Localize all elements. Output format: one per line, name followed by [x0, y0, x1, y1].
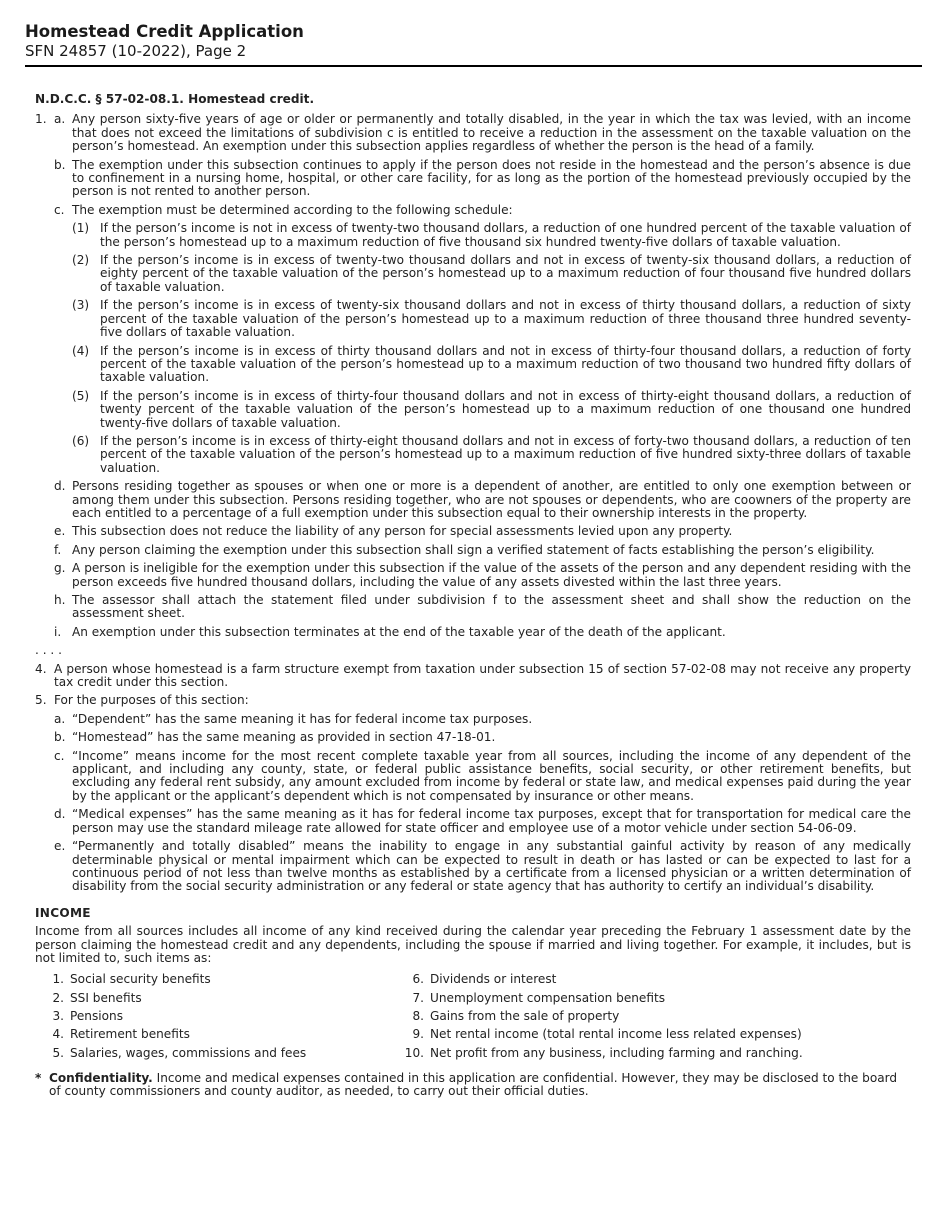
item-text: A person is ineligible for the exemption under this subsection if the value of the assets of the person and any dependent residing with the person exceeds five hundred thousand dollars, including the value of any assets divested within the last three years.: [72, 561, 911, 589]
income-item-text: Net rental income (total rental income less related expenses): [430, 1027, 802, 1042]
income-item: [401, 989, 803, 1007]
section-1-item-g: [35, 562, 911, 589]
section-1-item-e: [35, 525, 911, 538]
income-item-number: 9.: [412, 1027, 424, 1042]
item-text: Any person claiming the exemption under this subsection shall sign a verified statement of facts establishing the person’s eligibility.: [72, 542, 875, 557]
schedule-text: If the person’s income is in excess of thirty-four thousand dollars and not in excess of thirty-eight thousand dollars, a reduction of twenty percent of the taxable valuation of the person’s homestead up to a maximum reduction of one thousand one hundred twenty-five dollars of taxable valuation.: [100, 388, 911, 430]
item-label: h.: [54, 593, 66, 607]
item-label: a.: [54, 711, 66, 726]
section-5-item-a: [35, 713, 911, 726]
income-item: [401, 970, 803, 988]
schedule-label: (6): [72, 433, 90, 448]
document-body: [35, 93, 911, 1099]
asterisk-marker: *: [35, 1070, 42, 1085]
income-item-text: Social security benefits: [70, 972, 211, 987]
income-item-number: 4.: [52, 1027, 64, 1042]
item-text: Persons residing together as spouses or when one or more is a dependent of another, are entitled to only one exemption between or among them under this subsection. Persons residing together, who are not spouses or dependents, who are coowners of the property are each entitled to a percentage of a full exemption under this subsection equal to their ownership interests in the property.: [72, 479, 911, 520]
statute-title: N.D.C.C. § 57-02-08.1. Homestead credit.: [35, 92, 315, 106]
income-item-text: Net profit from any business, including farming and ranching.: [430, 1045, 803, 1060]
item-text: The exemption must be determined according to the following schedule:: [72, 202, 513, 217]
schedule-item-4: [35, 345, 911, 385]
income-item-text: Dividends or interest: [430, 972, 557, 987]
income-item: [41, 1025, 401, 1043]
item-label: e.: [54, 839, 66, 854]
income-item-text: Salaries, wages, commissions and fees: [70, 1045, 307, 1060]
item-label: c.: [54, 202, 65, 217]
income-item-text: Unemployment compensation benefits: [430, 990, 666, 1005]
income-item-text: Pensions: [70, 1008, 123, 1023]
item-text: “Income” means income for the most recent complete taxable year from all sources, including the income of any dependent of the applicant, and including any county, state, or federal public assistance benefits, social security, or other retirement benefits, but excluding any federal rent subsidy, any amount excluded from income by federal or state law, and medical expenses paid during the year by the applicant or the applicant’s dependent which is not compensated by insurance or other means.: [72, 748, 911, 803]
item-label: f.: [54, 542, 62, 557]
item-label: c.: [54, 748, 65, 763]
income-item-number: 3.: [52, 1008, 64, 1023]
income-item: [401, 1025, 803, 1043]
section-1-item-c: [35, 204, 911, 217]
schedule-label: (5): [72, 388, 90, 403]
item-label: b.: [54, 157, 66, 172]
income-heading: INCOME: [35, 905, 91, 920]
income-item: [41, 970, 401, 988]
income-list-right: [401, 970, 803, 1061]
income-item-text: Retirement benefits: [70, 1027, 190, 1042]
income-item: [41, 1007, 401, 1025]
confidentiality-label: Confidentiality.: [49, 1070, 153, 1085]
income-item: [41, 989, 401, 1007]
section-5-item-c: [35, 750, 911, 804]
section-5-item-b: [35, 731, 911, 744]
confidentiality-text: Income and medical expenses contained in this application are confidential. However, they may be disclosed to the board of county commissioners and county auditor, as needed, to carry out their official duties.: [49, 1070, 898, 1099]
income-item-number: 7.: [412, 990, 424, 1005]
section-5-item-d: [35, 808, 911, 835]
item-label: a.: [54, 112, 66, 127]
header-divider: [25, 65, 922, 67]
confidentiality-note: [35, 1072, 911, 1099]
section-4: [35, 663, 911, 690]
income-item: [41, 1044, 401, 1062]
item-label: g.: [54, 561, 66, 576]
omission-ellipsis: . . . .: [35, 643, 62, 658]
item-text: “Dependent” has the same meaning it has for federal income tax purposes.: [72, 711, 533, 726]
income-item-number: 5.: [52, 1045, 64, 1060]
schedule-item-5: [35, 390, 911, 430]
schedule-text: If the person’s income is in excess of twenty-six thousand dollars and not in excess of thirty thousand dollars, a reduction of sixty percent of the taxable valuation of the person’s homestead up to a maximum reduction of three thousand three hundred seventy-five dollars of taxable valuation.: [100, 298, 911, 340]
section-5-item-e: [35, 840, 911, 894]
income-intro: Income from all sources includes all income of any kind received during the calendar year preceding the February 1 assessment date by the person claiming the homestead credit and any dependents, including the spouse if married and living together. For example, it includes, but is not limited to, such items as:: [35, 924, 911, 965]
section-1-item-i: [35, 626, 911, 639]
income-item: [401, 1007, 803, 1025]
section-text: A person whose homestead is a farm structure exempt from taxation under subsection 15 of section 57-02-08 may not receive any property tax credit under this section.: [54, 661, 911, 690]
item-label: b.: [54, 730, 66, 745]
item-label: i.: [54, 624, 62, 639]
item-text: An exemption under this subsection terminates at the end of the taxable year of the death of the applicant.: [72, 624, 726, 639]
income-item-number: 10.: [404, 1045, 424, 1060]
section-text: For the purposes of this section:: [54, 693, 249, 708]
income-item-text: SSI benefits: [70, 990, 142, 1005]
income-item-text: Gains from the sale of property: [430, 1008, 620, 1023]
schedule-label: (4): [72, 343, 90, 358]
schedule-item-3: [35, 299, 911, 339]
schedule-text: If the person’s income is not in excess of twenty-two thousand dollars, a reduction of one hundred percent of the taxable valuation of the person’s homestead up to a maximum reduction of five thousand six hundred twenty-five dollars of taxable valuation.: [100, 221, 911, 249]
form-number: SFN 24857 (10-2022), Page 2: [25, 42, 247, 60]
item-text: This subsection does not reduce the liability of any person for special assessments levied upon any property.: [72, 524, 733, 539]
schedule-item-1: [35, 222, 911, 249]
section-number: 1.: [35, 112, 47, 127]
item-text: “Medical expenses” has the same meaning as it has for federal income tax purposes, except that for transportation for medical care the person may use the standard mileage rate allowed for state officer and employee use of a motor vehicle under section 54-06-09.: [72, 807, 911, 835]
schedule-text: If the person’s income is in excess of thirty thousand dollars and not in excess of thirty-four thousand dollars, a reduction of forty percent of the taxable valuation of the person’s homestead up to a maximum reduction of two thousand two hundred fifty dollars of taxable valuation.: [100, 343, 911, 385]
section-number: 5.: [35, 693, 47, 708]
item-text: “Permanently and totally disabled” means the inability to engage in any substantial gainful activity by reason of any medically determinable physical or mental impairment which can be expected to result in death or has lasted or can be expected to last for a continuous period of not less than twelve months as established by a certificate from a licensed physician or a written determination of disability from the social security administration or any federal or state agency that has authority to certify an individual’s disability.: [72, 839, 911, 894]
section-1-item-d: [35, 480, 911, 520]
item-label: d.: [54, 807, 66, 822]
item-text: “Homestead” has the same meaning as provided in section 47-18-01.: [72, 730, 496, 745]
item-text: The exemption under this subsection continues to apply if the person does not reside in the homestead and the person’s absence is due to confinement in a nursing home, hospital, or other care facility, for as long as the portion of the homestead previously occupied by the person is not rented to another person.: [72, 157, 911, 199]
section-5: [35, 694, 911, 707]
item-text: Any person sixty-five years of age or older or permanently and totally disabled, in the year in which the tax was levied, with an income that does not exceed the limitations of subdivision c is entitled to receive a reduction in the assessment on the taxable valuation on the person’s homestead. An exemption under this subsection applies regardless of whether the person is the head of a family.: [72, 112, 911, 154]
item-label: e.: [54, 524, 66, 539]
income-item-number: 2.: [52, 990, 64, 1005]
document-title: Homestead Credit Application: [25, 22, 304, 41]
item-label: d.: [54, 479, 66, 494]
page-header: [25, 21, 922, 61]
schedule-text: If the person’s income is in excess of thirty-eight thousand dollars and not in excess of forty-two thousand dollars, a reduction of ten percent of the taxable valuation of the person’s homestead up to a maximum reduction of five hundred sixty-three dollars of taxable valuation.: [100, 433, 911, 475]
schedule-label: (2): [72, 253, 90, 268]
income-item-number: 1.: [52, 972, 64, 987]
confidentiality-body: [49, 1072, 911, 1099]
schedule-item-6: [35, 435, 911, 475]
section-1-item-b: [35, 159, 911, 199]
section-1-item-f: [35, 544, 911, 557]
schedule-label: (1): [72, 221, 90, 236]
section-number: 4.: [35, 661, 47, 676]
income-list-left: [41, 970, 401, 1061]
schedule-label: (3): [72, 298, 90, 313]
section-1-item-h: [35, 594, 911, 621]
section-1-item-a: [35, 113, 911, 153]
schedule-text: If the person’s income is in excess of twenty-two thousand dollars and not in excess of twenty-six thousand dollars, a reduction of eighty percent of the taxable valuation of the person’s homestead up to a maximum reduction of four thousand five hundred dollars of taxable valuation.: [100, 253, 911, 294]
income-item-number: 6.: [412, 972, 424, 987]
income-item-lists: [35, 970, 911, 1061]
income-item-number: 8.: [412, 1008, 424, 1023]
income-item: [401, 1044, 803, 1062]
item-text: The assessor shall attach the statement filed under subdivision f to the assessment sheet and shall show the reduction on the assessment sheet.: [72, 593, 911, 621]
schedule-item-2: [35, 254, 911, 294]
